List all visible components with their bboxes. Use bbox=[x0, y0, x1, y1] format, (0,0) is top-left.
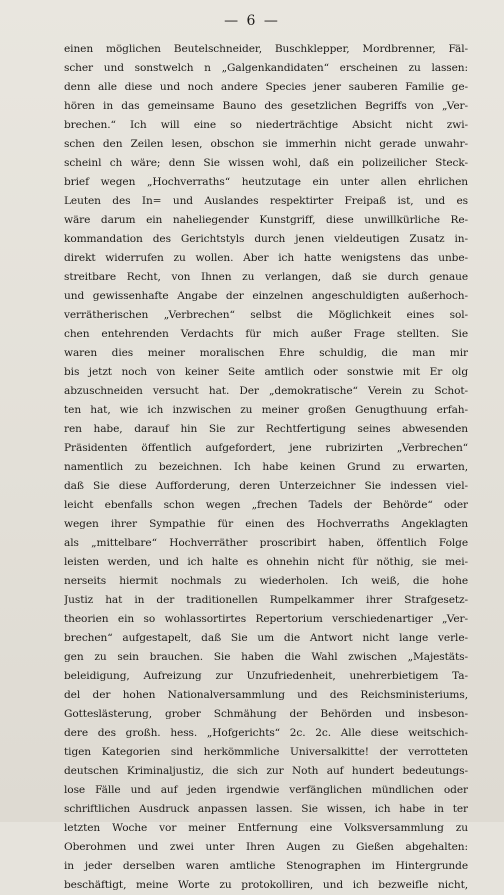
text-line: leicht ebenfalls schon wegen „frechen Tadels der Behörde“ oder bbox=[64, 499, 468, 511]
text-line: scher und sonstwelch n „Galgenkandidaten“ erscheinen zu lassen: bbox=[64, 62, 468, 74]
text-line: del der hohen Nationalversammlung und des Reichsministeriums, bbox=[64, 689, 468, 701]
text-line: namentlich zu bezeichnen. Ich habe keinen Grund zu erwarten, bbox=[64, 461, 468, 473]
text-line: abzuschneiden versucht hat. Der „demokratische“ Verein zu Schot- bbox=[64, 385, 468, 397]
text-line: deutschen Kriminaljustiz, die sich zur Noth auf hundert bedeutungs- bbox=[64, 765, 468, 777]
text-line: leisten werden, und ich halte es ohnehin nicht für nöthig, sie mei- bbox=[64, 556, 468, 568]
text-line: schen den Zeilen lesen, obschon sie immerhin nicht gerade unwahr- bbox=[64, 138, 468, 150]
text-line: letzten Woche vor meiner Entfernung eine Volksversammlung zu bbox=[64, 822, 468, 834]
text-line: direkt widerrufen zu wollen. Aber ich hatte wenigstens das unbe- bbox=[64, 252, 468, 264]
page-number: — 6 — bbox=[224, 13, 280, 29]
text-line: brief wegen „Hochverraths“ heutzutage ein unter allen ehrlichen bbox=[64, 176, 468, 188]
text-line: kommandation des Gerichtstyls durch jenen vieldeutigen Zusatz in- bbox=[64, 233, 468, 245]
text-line: hören in das gemeinsame Bauno des gesetzlichen Begriffs von „Ver- bbox=[64, 100, 468, 112]
text-line: theorien ein so wohlassortirtes Repertorium verschiedenartiger „Ver- bbox=[64, 613, 468, 625]
text-line: beleidigung, Aufreizung zur Unzufriedenheit, unehrerbietigem Ta- bbox=[64, 670, 468, 682]
text-line: ten hat, wie ich inzwischen zu meiner großen Genugthuung erfah- bbox=[64, 404, 468, 416]
text-line: Oberohmen und zwei unter Ihren Augen zu Gießen abgehalten: bbox=[64, 841, 468, 853]
text-line: Leuten des In= und Auslandes respektirter Freipaß ist, und es bbox=[64, 195, 468, 207]
text-line: Gotteslästerung, grober Schmähung der Behörden und insbeson- bbox=[64, 708, 468, 720]
text-line: tigen Kategorien sind herkömmliche Universalkitte! der verrotteten bbox=[64, 746, 468, 758]
text-line: einen möglichen Beutelschneider, Buschklepper, Mordbrenner, Fäl- bbox=[64, 43, 468, 55]
text-line: als „mittelbare“ Hochverräther proscribirt haben, öffentlich Folge bbox=[64, 537, 468, 549]
text-line: scheinl ch wäre; denn Sie wissen wohl, daß ein polizeilicher Steck- bbox=[64, 157, 468, 169]
text-line: bis jetzt noch von keiner Seite amtlich oder sonstwie mit Er olg bbox=[64, 366, 468, 378]
text-line: beschäftigt, meine Worte zu protokolliren, und ich bezweifle nicht, bbox=[64, 879, 468, 891]
text-line: schriftlichen Ausdruck anpassen lassen. Sie wissen, ich habe in ter bbox=[64, 803, 468, 815]
text-line: verrätherischen „Verbrechen“ selbst die Möglichkeit eines sol- bbox=[64, 309, 468, 321]
body-text bbox=[64, 40, 468, 895]
text-line: waren dies meiner moralischen Ehre schuldig, die man mir bbox=[64, 347, 468, 359]
text-line: streitbare Recht, von Ihnen zu verlangen, daß sie durch genaue bbox=[64, 271, 468, 283]
text-line: wäre darum ein naheliegender Kunstgriff, diese unwillkürliche Re- bbox=[64, 214, 468, 226]
text-line: nerseits hiermit nochmals zu wiederholen. Ich weiß, die hohe bbox=[64, 575, 468, 587]
text-line: lose Fälle und auf jeden irgendwie verfänglichen mündlichen oder bbox=[64, 784, 468, 796]
text-line: chen entehrenden Verdachts für mich außer Frage stellten. Sie bbox=[64, 328, 468, 340]
text-line: wegen ihrer Sympathie für einen des Hochverraths Angeklagten bbox=[64, 518, 468, 530]
text-line: daß Sie diese Aufforderung, deren Unterzeichner Sie indessen viel- bbox=[64, 480, 468, 492]
text-line: denn alle diese und noch andere Species jener sauberen Familie ge- bbox=[64, 81, 468, 93]
text-line: brechen“ aufgestapelt, daß Sie um die Antwort nicht lange verle- bbox=[64, 632, 468, 644]
text-line: und gewissenhafte Angabe der einzelnen angeschuldigten außerhoch- bbox=[64, 290, 468, 302]
text-line: dere des großh. hess. „Hofgerichts“ 2c. 2c. Alle diese weitschich- bbox=[64, 727, 468, 739]
text-line: Präsidenten öffentlich aufgefordert, jene rubrizirten „Verbrechen“ bbox=[64, 442, 468, 454]
text-line: brechen.“ Ich will eine so niederträchtige Absicht nicht zwi- bbox=[64, 119, 468, 131]
text-line: Justiz hat in der traditionellen Rumpelkammer ihrer Strafgesetz- bbox=[64, 594, 468, 606]
text-line: ren habe, darauf hin Sie zur Rechtfertigung seines abwesenden bbox=[64, 423, 468, 435]
text-line: gen zu sein brauchen. Sie haben die Wahl zwischen „Majestäts- bbox=[64, 651, 468, 663]
text-line: in jeder derselben waren amtliche Stenographen im Hintergrunde bbox=[64, 860, 468, 872]
